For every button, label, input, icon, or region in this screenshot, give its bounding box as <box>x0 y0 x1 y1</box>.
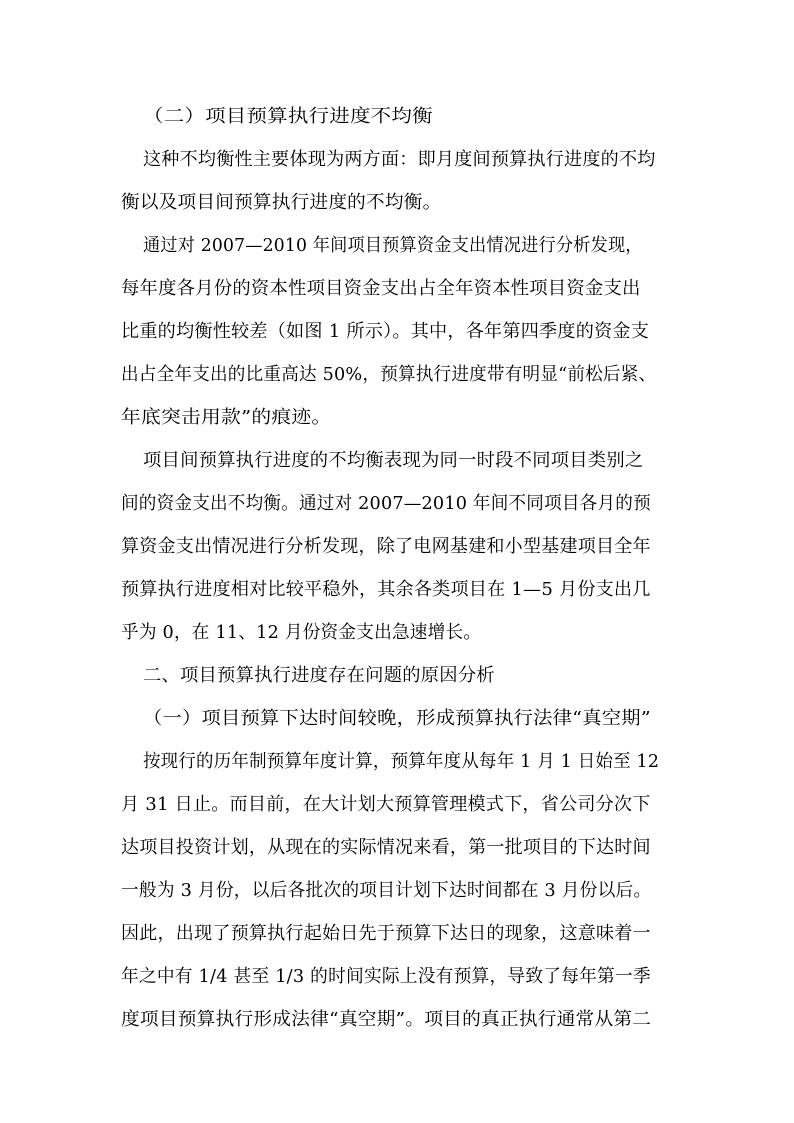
paragraph-line: 预算执行进度相对比较平稳外，其余各类项目在 1—5 月份支出几 <box>121 579 651 600</box>
paragraph-line: 衡以及项目间预算执行进度的不均衡。 <box>121 192 442 213</box>
section-heading-2: 二、项目预算执行进度存在问题的原因分析 <box>143 665 495 686</box>
paragraph-line: 年底突击用款”的痕迹。 <box>121 407 332 428</box>
paragraph-line: 达项目投资计划，从现在的实际情况来看，第一批项目的下达时间 <box>121 837 651 858</box>
paragraph-line: 间的资金支出不均衡。通过对 2007—2010 年间不同项目各月的预 <box>121 493 651 514</box>
paragraph-line: 出占全年支出的比重高达 50%，预算执行进度带有明显“前松后紧、 <box>121 364 657 385</box>
paragraph-line: 年之中有 1/4 甚至 1/3 的时间实际上没有预算，导致了每年第一季 <box>121 966 651 987</box>
paragraph-line: 比重的均衡性较差（如图 1 所示）。其中，各年第四季度的资金支 <box>121 321 650 342</box>
paragraph-line: 因此，出现了预算执行起始日先于预算下达日的现象，这意味着一 <box>121 923 651 944</box>
paragraph-line: 通过对 2007—2010 年间项目预算资金支出情况进行分析发现， <box>143 235 643 256</box>
paragraph-line: 乎为 0，在 11、12 月份资金支出急速增长。 <box>121 622 482 643</box>
paragraph-line: 项目间预算执行进度的不均衡表现为同一时段不同项目类别之 <box>143 450 644 471</box>
section-heading-2-1: （一）项目预算下达时间较晚，形成预算执行法律“真空期” <box>143 708 651 729</box>
paragraph-line: 算资金支出情况进行分析发现，除了电网基建和小型基建项目全年 <box>121 536 651 557</box>
paragraph-line: 按现行的历年制预算年度计算，预算年度从每年 1 月 1 日始至 12 <box>143 751 660 772</box>
paragraph-line: 度项目预算执行形成法律“真空期”。项目的真正执行通常从第二 <box>121 1009 652 1030</box>
paragraph-line: 一般为 3 月份，以后各批次的项目计划下达时间都在 3 月份以后。 <box>121 880 652 901</box>
section-heading-2-2: （二）项目预算执行进度不均衡 <box>143 106 433 127</box>
paragraph-line: 每年度各月份的资本性项目资金支出占全年资本性项目资金支出 <box>121 278 641 299</box>
paragraph-line: 这种不均衡性主要体现为两方面：即月度间预算执行进度的不均 <box>143 149 656 170</box>
paragraph-line: 月 31 日止。而目前，在大计划大预算管理模式下，省公司分次下 <box>121 794 651 815</box>
